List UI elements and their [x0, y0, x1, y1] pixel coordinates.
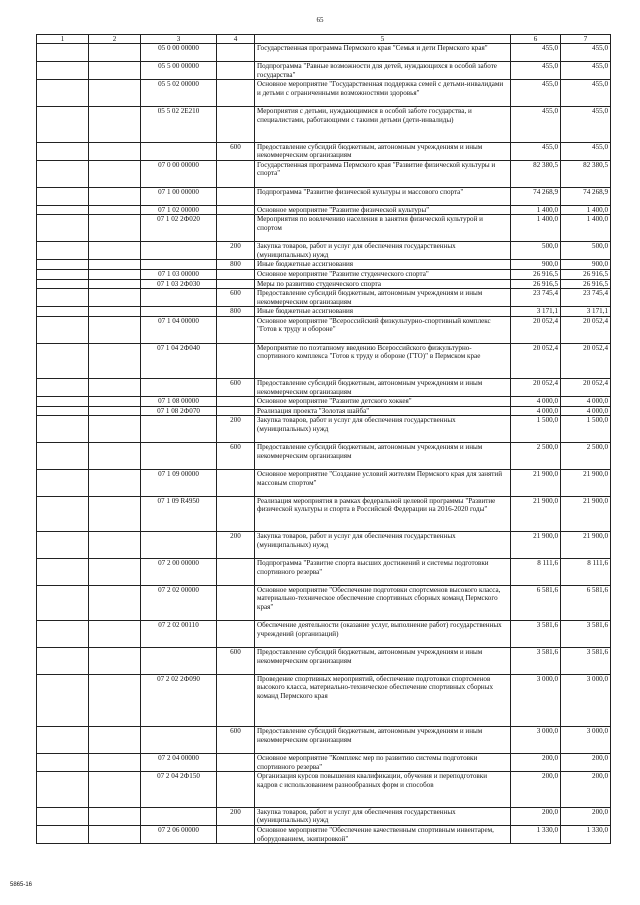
amount-year1-cell: 455,0 — [511, 44, 561, 62]
amount-year1-cell: 3 171,1 — [511, 307, 561, 317]
amount-year2-cell: 6 581,6 — [561, 585, 611, 620]
empty-cell — [37, 289, 89, 307]
target-code-cell — [141, 289, 217, 307]
amount-year1-cell: 455,0 — [511, 80, 561, 107]
table-row — [37, 648, 611, 675]
target-code-cell — [141, 242, 217, 260]
empty-cell — [89, 825, 141, 843]
amount-year1-cell: 23 745,4 — [511, 289, 561, 307]
amount-year2-cell: 21 900,0 — [561, 470, 611, 497]
amount-year1-cell: 3 581,6 — [511, 648, 561, 675]
item-name-cell: Закупка товаров, работ и услуг для обеспечения государственных (муниципальных) нужд — [255, 532, 511, 559]
empty-cell — [89, 443, 141, 470]
item-name-cell: Государственная программа Пермского края "Развитие физической культуры и спорта" — [255, 160, 511, 187]
table-row — [37, 443, 611, 470]
amount-year1-cell: 21 900,0 — [511, 532, 561, 559]
amount-year1-cell: 1 400,0 — [511, 215, 561, 242]
expense-type-cell — [217, 44, 255, 62]
item-name-cell: Организация курсов повышения квалификации, обучения и переподготовки кадров с использованием разнообразных форм и способов — [255, 772, 511, 807]
amount-year2-cell: 1 400,0 — [561, 205, 611, 215]
empty-cell — [37, 142, 89, 160]
empty-cell — [89, 289, 141, 307]
empty-cell — [37, 470, 89, 497]
empty-cell — [89, 44, 141, 62]
table-row — [37, 269, 611, 279]
empty-cell — [37, 532, 89, 559]
empty-cell — [89, 496, 141, 531]
expense-type-cell — [217, 107, 255, 142]
expense-type-cell — [217, 772, 255, 807]
amount-year2-cell: 200,0 — [561, 754, 611, 772]
expense-type-cell — [217, 397, 255, 407]
amount-year2-cell: 20 052,4 — [561, 316, 611, 343]
empty-cell — [89, 621, 141, 648]
expense-type-cell: 600 — [217, 648, 255, 675]
item-name-cell: Основное мероприятие "Всероссийский физкультурно-спортивный комплекс "Готов к труду и обороне" — [255, 316, 511, 343]
table-row — [37, 416, 611, 443]
amount-year2-cell: 200,0 — [561, 807, 611, 825]
column-header: 7 — [561, 35, 611, 44]
empty-cell — [89, 242, 141, 260]
empty-cell — [89, 215, 141, 242]
target-code-cell: 07 1 08 00000 — [141, 397, 217, 407]
amount-year2-cell: 1 500,0 — [561, 416, 611, 443]
amount-year2-cell: 21 900,0 — [561, 496, 611, 531]
empty-cell — [89, 269, 141, 279]
expense-type-cell: 800 — [217, 260, 255, 270]
empty-cell — [89, 470, 141, 497]
empty-cell — [37, 648, 89, 675]
empty-cell — [37, 559, 89, 586]
empty-cell — [37, 754, 89, 772]
expense-type-cell — [217, 585, 255, 620]
column-header: 4 — [217, 35, 255, 44]
expense-type-cell — [217, 825, 255, 843]
target-code-cell: 07 1 02 2Ф020 — [141, 215, 217, 242]
item-name-cell: Мероприятия по вовлечению населения в занятия физической культурой и спортом — [255, 215, 511, 242]
empty-cell — [89, 260, 141, 270]
amount-year2-cell: 26 916,5 — [561, 269, 611, 279]
amount-year2-cell: 900,0 — [561, 260, 611, 270]
amount-year1-cell: 74 268,9 — [511, 187, 561, 205]
empty-cell — [89, 559, 141, 586]
budget-table — [36, 34, 611, 844]
target-code-cell: 07 1 03 00000 — [141, 269, 217, 279]
column-header: 2 — [89, 35, 141, 44]
amount-year2-cell: 26 916,5 — [561, 279, 611, 289]
empty-cell — [37, 825, 89, 843]
amount-year2-cell: 3 171,1 — [561, 307, 611, 317]
table-row — [37, 532, 611, 559]
empty-cell — [37, 44, 89, 62]
empty-cell — [37, 279, 89, 289]
empty-cell — [89, 754, 141, 772]
target-code-cell — [141, 727, 217, 754]
empty-cell — [37, 160, 89, 187]
item-name-cell: Проведение спортивных мероприятий, обеспечение подготовки спортсменов высокого класса, материально-техническое обеспечение спортивных сборных команд Пермского края — [255, 674, 511, 727]
amount-year1-cell: 900,0 — [511, 260, 561, 270]
item-name-cell: Предоставление субсидий бюджетным, автономным учреждениям и иным некоммерческим организациям — [255, 289, 511, 307]
expense-type-cell: 600 — [217, 443, 255, 470]
item-name-cell: Реализация мероприятия в рамках федеральной целевой программы "Развитие физической культуры и спорта в Российской Федерации на 2016-2020 годы" — [255, 496, 511, 531]
item-name-cell: Подпрограмма "Развитие физической культуры и массового спорта" — [255, 187, 511, 205]
target-code-cell: 07 2 04 00000 — [141, 754, 217, 772]
empty-cell — [89, 316, 141, 343]
amount-year2-cell: 20 052,4 — [561, 379, 611, 397]
expense-type-cell — [217, 496, 255, 531]
amount-year1-cell: 4 000,0 — [511, 397, 561, 407]
expense-type-cell — [217, 343, 255, 378]
amount-year2-cell: 2 500,0 — [561, 443, 611, 470]
expense-type-cell — [217, 80, 255, 107]
amount-year1-cell: 4 000,0 — [511, 406, 561, 416]
item-name-cell: Основное мероприятие "Создание условий жителям Пермского края для занятий массовым спортом" — [255, 470, 511, 497]
table-row — [37, 621, 611, 648]
table-row — [37, 397, 611, 407]
empty-cell — [89, 416, 141, 443]
target-code-cell — [141, 142, 217, 160]
empty-cell — [37, 496, 89, 531]
table-row — [37, 406, 611, 416]
expense-type-cell — [217, 674, 255, 727]
item-name-cell: Мероприятия с детьми, нуждающимися в особой заботе государства, и специалистами, работающими с такими детьми (дети-инвалиды) — [255, 107, 511, 142]
expense-type-cell: 200 — [217, 532, 255, 559]
target-code-cell — [141, 379, 217, 397]
item-name-cell: Закупка товаров, работ и услуг для обеспечения государственных (муниципальных) нужд — [255, 807, 511, 825]
item-name-cell: Закупка товаров, работ и услуг для обеспечения государственных (муниципальных) нужд — [255, 242, 511, 260]
empty-cell — [37, 62, 89, 80]
column-header: 1 — [37, 35, 89, 44]
target-code-cell: 07 2 00 00000 — [141, 559, 217, 586]
expense-type-cell — [217, 160, 255, 187]
table-row — [37, 260, 611, 270]
amount-year2-cell: 3 000,0 — [561, 727, 611, 754]
item-name-cell: Предоставление субсидий бюджетным, автономным учреждениям и иным некоммерческим организациям — [255, 727, 511, 754]
column-header: 5 — [255, 35, 511, 44]
target-code-cell: 07 2 02 2Ф090 — [141, 674, 217, 727]
target-code-cell — [141, 807, 217, 825]
empty-cell — [37, 807, 89, 825]
amount-year2-cell: 455,0 — [561, 142, 611, 160]
expense-type-cell: 600 — [217, 379, 255, 397]
amount-year2-cell: 1 330,0 — [561, 825, 611, 843]
empty-cell — [89, 585, 141, 620]
item-name-cell: Основное мероприятие "Государственная поддержка семей с детьми-инвалидами и детьми с ограниченными возможностями здоровья" — [255, 80, 511, 107]
target-code-cell: 07 2 02 00110 — [141, 621, 217, 648]
amount-year2-cell: 3 581,6 — [561, 648, 611, 675]
target-code-cell: 07 1 02 00000 — [141, 205, 217, 215]
expense-type-cell: 600 — [217, 142, 255, 160]
table-row — [37, 160, 611, 187]
expense-type-cell — [217, 754, 255, 772]
target-code-cell — [141, 307, 217, 317]
item-name-cell: Предоставление субсидий бюджетным, автономным учреждениям и иным некоммерческим организациям — [255, 443, 511, 470]
amount-year2-cell: 200,0 — [561, 772, 611, 807]
empty-cell — [89, 727, 141, 754]
empty-cell — [37, 260, 89, 270]
amount-year2-cell: 500,0 — [561, 242, 611, 260]
amount-year2-cell: 20 052,4 — [561, 343, 611, 378]
table-row — [37, 343, 611, 378]
expense-type-cell — [217, 406, 255, 416]
target-code-cell: 05 5 02 00000 — [141, 80, 217, 107]
empty-cell — [89, 80, 141, 107]
amount-year1-cell: 455,0 — [511, 107, 561, 142]
expense-type-cell — [217, 187, 255, 205]
table-row — [37, 289, 611, 307]
table-row — [37, 205, 611, 215]
target-code-cell: 07 1 09 R4950 — [141, 496, 217, 531]
table-row — [37, 674, 611, 727]
amount-year2-cell: 23 745,4 — [561, 289, 611, 307]
table-row — [37, 807, 611, 825]
target-code-cell — [141, 532, 217, 559]
table-row — [37, 80, 611, 107]
amount-year2-cell: 455,0 — [561, 44, 611, 62]
item-name-cell: Подпрограмма "Развитие спорта высших достижений и системы подготовки спортивного резерва" — [255, 559, 511, 586]
expense-type-cell: 200 — [217, 416, 255, 443]
amount-year1-cell: 3 581,6 — [511, 621, 561, 648]
item-name-cell: Подпрограмма "Равные возможности для детей, нуждающихся в особой заботе государства" — [255, 62, 511, 80]
expense-type-cell — [217, 559, 255, 586]
amount-year1-cell: 3 000,0 — [511, 727, 561, 754]
table-row — [37, 215, 611, 242]
amount-year1-cell: 455,0 — [511, 142, 561, 160]
empty-cell — [89, 142, 141, 160]
target-code-cell — [141, 648, 217, 675]
target-code-cell: 07 1 03 2Ф030 — [141, 279, 217, 289]
item-name-cell: Предоставление субсидий бюджетным, автономным учреждениям и иным некоммерческим организациям — [255, 648, 511, 675]
amount-year1-cell: 200,0 — [511, 772, 561, 807]
empty-cell — [37, 443, 89, 470]
target-code-cell: 07 1 00 00000 — [141, 187, 217, 205]
table-row — [37, 772, 611, 807]
amount-year2-cell: 3 000,0 — [561, 674, 611, 727]
empty-cell — [89, 772, 141, 807]
amount-year1-cell: 82 380,5 — [511, 160, 561, 187]
item-name-cell: Иные бюджетные ассигнования — [255, 307, 511, 317]
empty-cell — [89, 379, 141, 397]
amount-year1-cell: 2 500,0 — [511, 443, 561, 470]
expense-type-cell — [217, 269, 255, 279]
empty-cell — [37, 269, 89, 279]
empty-cell — [37, 585, 89, 620]
table-row — [37, 62, 611, 80]
amount-year1-cell: 455,0 — [511, 62, 561, 80]
empty-cell — [89, 307, 141, 317]
empty-cell — [89, 674, 141, 727]
empty-cell — [89, 107, 141, 142]
table-row — [37, 585, 611, 620]
document-code: 5865-16 — [10, 882, 33, 888]
empty-cell — [37, 242, 89, 260]
table-row — [37, 142, 611, 160]
item-name-cell: Реализация проекта "Золотая шайба" — [255, 406, 511, 416]
empty-cell — [37, 343, 89, 378]
expense-type-cell — [217, 621, 255, 648]
empty-cell — [89, 205, 141, 215]
table-row — [37, 242, 611, 260]
empty-cell — [89, 160, 141, 187]
item-name-cell: Предоставление субсидий бюджетным, автономным учреждениям и иным некоммерческим организациям — [255, 379, 511, 397]
empty-cell — [89, 406, 141, 416]
table-row — [37, 559, 611, 586]
empty-cell — [37, 621, 89, 648]
amount-year2-cell: 455,0 — [561, 80, 611, 107]
empty-cell — [37, 107, 89, 142]
amount-year2-cell: 4 000,0 — [561, 406, 611, 416]
item-name-cell: Основное мероприятие "Развитие физической культуры" — [255, 205, 511, 215]
item-name-cell: Основное мероприятие "Развитие детского хоккея" — [255, 397, 511, 407]
target-code-cell: 07 2 02 00000 — [141, 585, 217, 620]
expense-type-cell: 600 — [217, 289, 255, 307]
expense-type-cell — [217, 316, 255, 343]
empty-cell — [89, 648, 141, 675]
table-row — [37, 107, 611, 142]
target-code-cell — [141, 260, 217, 270]
amount-year1-cell: 20 052,4 — [511, 343, 561, 378]
target-code-cell: 07 2 04 2Ф150 — [141, 772, 217, 807]
amount-year2-cell: 455,0 — [561, 62, 611, 80]
expense-type-cell: 200 — [217, 242, 255, 260]
amount-year1-cell: 3 000,0 — [511, 674, 561, 727]
empty-cell — [37, 727, 89, 754]
item-name-cell: Иные бюджетные ассигнования — [255, 260, 511, 270]
table-row — [37, 279, 611, 289]
target-code-cell: 07 1 04 2Ф040 — [141, 343, 217, 378]
amount-year1-cell: 20 052,4 — [511, 316, 561, 343]
table-row — [37, 316, 611, 343]
empty-cell — [37, 187, 89, 205]
item-name-cell: Предоставление субсидий бюджетным, автономным учреждениям и иным некоммерческим организациям — [255, 142, 511, 160]
amount-year1-cell: 21 900,0 — [511, 496, 561, 531]
item-name-cell: Основное мероприятие "Обеспечение качественным спортивным инвентарем, оборудованием, экипировкой" — [255, 825, 511, 843]
empty-cell — [37, 416, 89, 443]
empty-cell — [37, 674, 89, 727]
table-row — [37, 754, 611, 772]
expense-type-cell — [217, 215, 255, 242]
item-name-cell: Обеспечение деятельности (оказание услуг, выполнение работ) государственных учреждений (организаций) — [255, 621, 511, 648]
expense-type-cell — [217, 205, 255, 215]
item-name-cell: Основное мероприятие "Обеспечение подготовки спортсменов высокого класса, материально-техническое обеспечение спортивных сборных команд Пермского края" — [255, 585, 511, 620]
target-code-cell: 07 0 00 00000 — [141, 160, 217, 187]
amount-year1-cell: 6 581,6 — [511, 585, 561, 620]
target-code-cell: 07 1 04 00000 — [141, 316, 217, 343]
amount-year2-cell: 4 000,0 — [561, 397, 611, 407]
empty-cell — [89, 532, 141, 559]
empty-cell — [89, 343, 141, 378]
target-code-cell: 07 2 06 00000 — [141, 825, 217, 843]
item-name-cell: Основное мероприятие "Развитие студенческого спорта" — [255, 269, 511, 279]
table-row — [37, 825, 611, 843]
target-code-cell: 05 5 00 00000 — [141, 62, 217, 80]
amount-year2-cell: 74 268,9 — [561, 187, 611, 205]
table-row — [37, 307, 611, 317]
empty-cell — [37, 397, 89, 407]
target-code-cell: 05 5 02 2Е210 — [141, 107, 217, 142]
expense-type-cell: 800 — [217, 307, 255, 317]
item-name-cell: Закупка товаров, работ и услуг для обеспечения государственных (муниципальных) нужд — [255, 416, 511, 443]
amount-year1-cell: 26 916,5 — [511, 279, 561, 289]
target-code-cell — [141, 443, 217, 470]
amount-year1-cell: 200,0 — [511, 754, 561, 772]
empty-cell — [89, 807, 141, 825]
empty-cell — [37, 406, 89, 416]
amount-year1-cell: 200,0 — [511, 807, 561, 825]
column-header: 3 — [141, 35, 217, 44]
column-header: 6 — [511, 35, 561, 44]
amount-year1-cell: 20 052,4 — [511, 379, 561, 397]
empty-cell — [37, 307, 89, 317]
empty-cell — [89, 187, 141, 205]
amount-year1-cell: 8 111,6 — [511, 559, 561, 586]
empty-cell — [37, 215, 89, 242]
item-name-cell: Государственная программа Пермского края "Семья и дети Пермского края" — [255, 44, 511, 62]
amount-year1-cell: 1 400,0 — [511, 205, 561, 215]
empty-cell — [37, 80, 89, 107]
amount-year1-cell: 21 900,0 — [511, 470, 561, 497]
amount-year1-cell: 1 330,0 — [511, 825, 561, 843]
amount-year2-cell: 21 900,0 — [561, 532, 611, 559]
table-row — [37, 187, 611, 205]
amount-year1-cell: 26 916,5 — [511, 269, 561, 279]
amount-year1-cell: 500,0 — [511, 242, 561, 260]
empty-cell — [37, 316, 89, 343]
empty-cell — [37, 379, 89, 397]
page-number: 65 — [316, 16, 324, 24]
amount-year2-cell: 82 380,5 — [561, 160, 611, 187]
expense-type-cell — [217, 62, 255, 80]
target-code-cell: 05 0 00 00000 — [141, 44, 217, 62]
amount-year2-cell: 8 111,6 — [561, 559, 611, 586]
table-row — [37, 44, 611, 62]
table-row — [37, 379, 611, 397]
expense-type-cell: 600 — [217, 727, 255, 754]
empty-cell — [37, 772, 89, 807]
expense-type-cell — [217, 470, 255, 497]
table-row — [37, 727, 611, 754]
table-row — [37, 470, 611, 497]
empty-cell — [89, 62, 141, 80]
amount-year1-cell: 1 500,0 — [511, 416, 561, 443]
item-name-cell: Основное мероприятие "Комплекс мер по развитию системы подготовки спортивного резерва" — [255, 754, 511, 772]
amount-year2-cell: 455,0 — [561, 107, 611, 142]
item-name-cell: Мероприятие по поэтапному введению Всероссийского физкультурно-спортивного комплекса "Готов к труду и обороне (ГТО)" в Пермском крае — [255, 343, 511, 378]
expense-type-cell — [217, 279, 255, 289]
item-name-cell: Меры по развитию студенческого спорта — [255, 279, 511, 289]
expense-type-cell: 200 — [217, 807, 255, 825]
amount-year2-cell: 3 581,6 — [561, 621, 611, 648]
target-code-cell: 07 1 09 00000 — [141, 470, 217, 497]
target-code-cell — [141, 416, 217, 443]
table-row — [37, 496, 611, 531]
empty-cell — [89, 397, 141, 407]
target-code-cell: 07 1 08 2Ф070 — [141, 406, 217, 416]
empty-cell — [89, 279, 141, 289]
amount-year2-cell: 1 400,0 — [561, 215, 611, 242]
empty-cell — [37, 205, 89, 215]
header-row — [37, 35, 611, 44]
